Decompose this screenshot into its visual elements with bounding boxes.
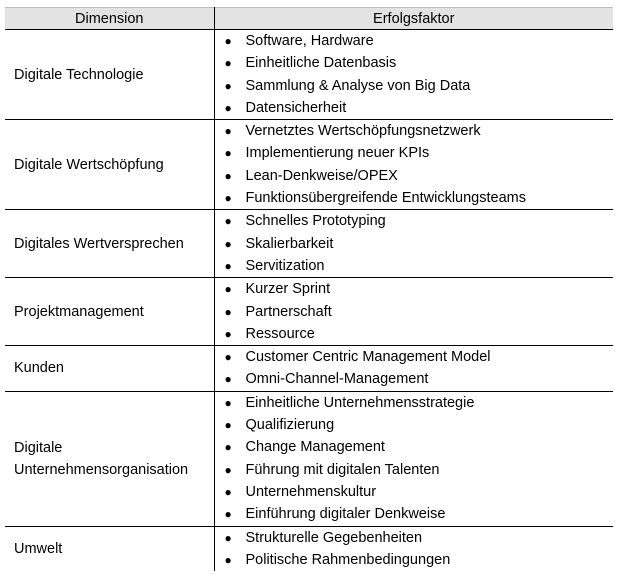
- dimension-label: Projektmanagement: [14, 303, 144, 320]
- list-item: [215, 210, 614, 232]
- factor-cell: [214, 30, 613, 120]
- list-item: [215, 30, 614, 52]
- list-item: [215, 368, 614, 390]
- bullet-icon: ●: [224, 258, 232, 273]
- factor-text: Schnelles Prototyping: [245, 213, 386, 230]
- list-item: [215, 187, 614, 209]
- factor-text: Einheitliche Unternehmensstrategie: [245, 394, 475, 411]
- bullet-icon: ●: [224, 34, 232, 48]
- factor-cell: [214, 391, 613, 526]
- list-item: [215, 97, 614, 119]
- bullet-icon: ●: [224, 530, 232, 545]
- dimension-label: Digitale Technologie: [14, 66, 144, 83]
- bullet-icon: ●: [224, 462, 232, 477]
- factor-list: [215, 30, 614, 119]
- factor-text: Vernetztes Wertschöpfungsnetzwerk: [245, 123, 481, 140]
- list-item: [215, 549, 614, 571]
- table-row: [5, 120, 613, 210]
- factor-text: Einheitliche Datenbasis: [245, 55, 397, 72]
- dimension-label: Digitale Wertschöpfung: [14, 156, 164, 173]
- bullet-icon: ●: [224, 304, 232, 319]
- bullet-icon: ●: [224, 56, 232, 71]
- table-row: [5, 346, 613, 392]
- factor-text: Einführung digitaler Denkweise: [245, 506, 446, 523]
- factor-text: Qualifizierung: [245, 417, 335, 434]
- factor-text: Kurzer Sprint: [245, 281, 331, 298]
- list-item: [215, 503, 614, 525]
- table-row: [5, 391, 613, 526]
- dimension-cell: [5, 278, 214, 346]
- list-item: [215, 481, 614, 503]
- table-row: [5, 30, 613, 120]
- table-row: [5, 210, 613, 278]
- list-item: [215, 165, 614, 187]
- list-item: [215, 75, 614, 97]
- table-row: [5, 278, 613, 346]
- factor-cell: [214, 278, 613, 346]
- dimension-cell: [5, 391, 214, 526]
- factor-list: [215, 527, 614, 572]
- factor-text: Strukturelle Gegebenheiten: [245, 529, 423, 546]
- bullet-icon: ●: [224, 124, 232, 139]
- bullet-icon: ●: [224, 191, 232, 206]
- factor-text: Servitization: [245, 257, 325, 274]
- factor-text: Customer Centric Management Model: [245, 349, 491, 366]
- dimension-cell: [5, 30, 214, 120]
- list-item: [215, 233, 614, 255]
- list-item: [215, 459, 614, 481]
- list-item: [215, 142, 614, 164]
- factor-list: [215, 346, 614, 391]
- bullet-icon: ●: [224, 100, 232, 115]
- dimension-cell: [5, 120, 214, 210]
- list-item: [215, 414, 614, 436]
- bullet-icon: ●: [224, 326, 232, 341]
- factor-list: [215, 278, 614, 345]
- dimension-cell: [5, 210, 214, 278]
- factor-text: Omni-Channel-Management: [245, 371, 429, 388]
- factor-list: [215, 392, 614, 526]
- bullet-icon: ●: [224, 350, 232, 365]
- factor-text: Sammlung & Analyse von Big Data: [245, 77, 471, 94]
- factor-list: [215, 210, 614, 277]
- factor-text: Implementierung neuer KPIs: [245, 145, 430, 162]
- factor-text: Change Management: [245, 439, 385, 456]
- bullet-icon: ●: [224, 168, 232, 183]
- list-item: [215, 346, 614, 368]
- dimension-cell: [5, 346, 214, 392]
- dimension-cell: [5, 526, 214, 571]
- bullet-icon: ●: [224, 507, 232, 522]
- factor-text: Ressource: [245, 325, 315, 342]
- factor-text: Partnerschaft: [245, 303, 332, 320]
- bullet-icon: ●: [224, 418, 232, 433]
- factor-cell: [214, 526, 613, 571]
- dimension-header: Dimension: [5, 8, 214, 30]
- list-item: [215, 278, 614, 300]
- factor-header: Erfolgsfaktor: [214, 8, 613, 30]
- factor-text: Führung mit digitalen Talenten: [245, 461, 440, 478]
- bullet-icon: ●: [224, 395, 232, 410]
- factor-cell: [214, 120, 613, 210]
- factor-text: Datensicherheit: [245, 99, 347, 116]
- factor-cell: [214, 346, 613, 392]
- dimension-label: Umwelt: [14, 540, 63, 557]
- bullet-icon: ●: [224, 282, 232, 297]
- header-row: [5, 8, 613, 30]
- list-item: [215, 323, 614, 345]
- list-item: [215, 52, 614, 74]
- list-item: [215, 301, 614, 323]
- dimension-label: Digitales Wertversprechen: [14, 235, 184, 252]
- list-item: [215, 255, 614, 277]
- dimension-label: Digitale: [14, 439, 63, 456]
- factor-cell: [214, 210, 613, 278]
- bullet-icon: ●: [224, 484, 232, 499]
- success-factors-table: [5, 7, 613, 571]
- factor-text: Skalierbarkeit: [245, 235, 334, 252]
- list-item: [215, 392, 614, 414]
- bullet-icon: ●: [224, 236, 232, 251]
- table-body: [5, 30, 613, 572]
- list-item: [215, 120, 614, 142]
- bullet-icon: ●: [224, 440, 232, 455]
- factor-text: Software, Hardware: [245, 33, 374, 49]
- dimension-label: Unternehmensorganisation: [14, 461, 189, 478]
- factor-text: Lean-Denkweise/OPEX: [245, 167, 398, 184]
- table-row: [5, 526, 613, 571]
- factor-text: Politische Rahmenbedingungen: [245, 551, 451, 568]
- bullet-icon: ●: [224, 552, 232, 567]
- dimension-label: Kunden: [14, 360, 64, 377]
- factor-text: Funktionsübergreifende Entwicklungsteams: [245, 190, 526, 207]
- list-item: [215, 527, 614, 549]
- bullet-icon: ●: [224, 78, 232, 93]
- bullet-icon: ●: [224, 146, 232, 161]
- factor-text: Unternehmenskultur: [245, 483, 377, 500]
- list-item: [215, 436, 614, 458]
- bullet-icon: ●: [224, 372, 232, 387]
- bullet-icon: ●: [224, 214, 232, 229]
- factor-list: [215, 120, 614, 209]
